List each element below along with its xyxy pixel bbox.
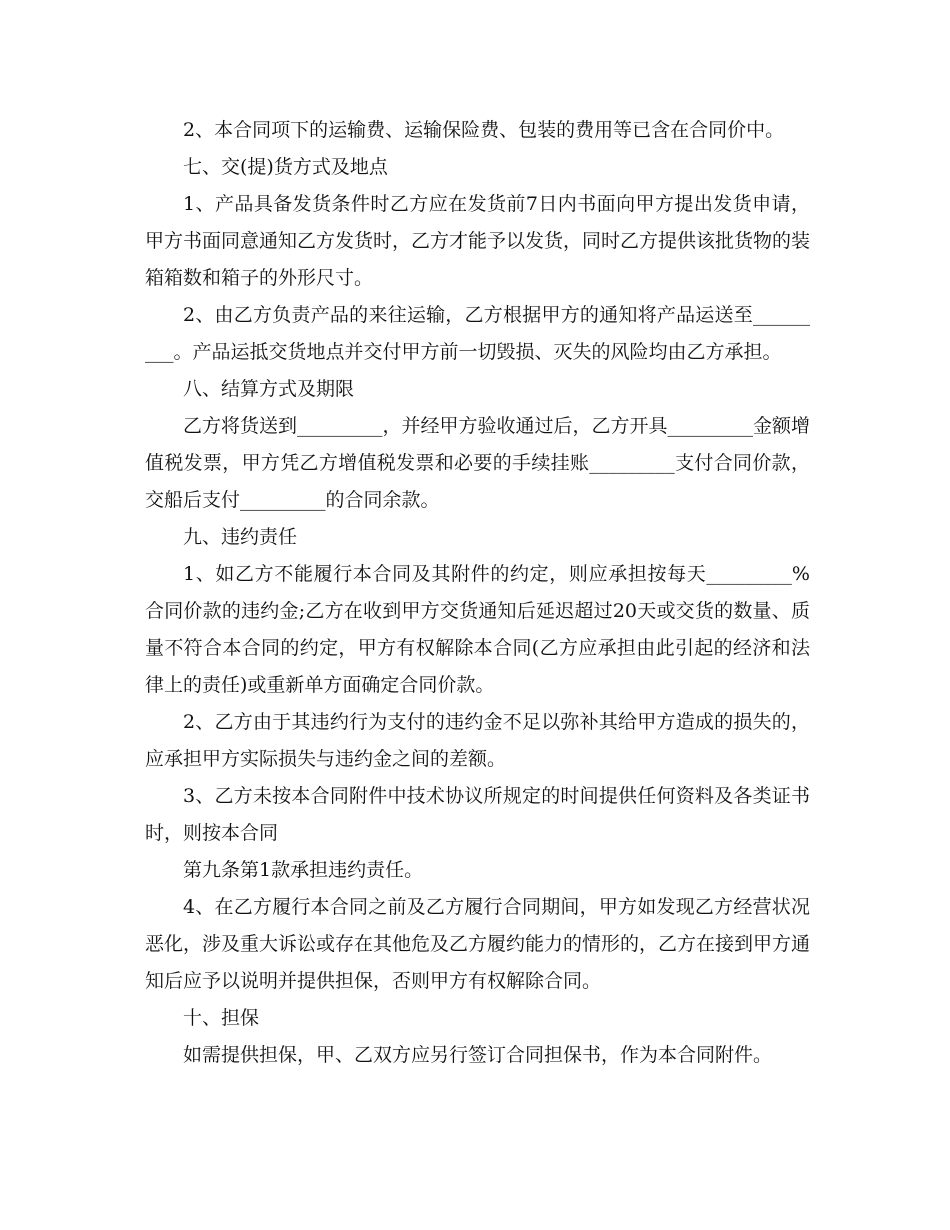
section-heading-settlement: 八、结算方式及期限 — [183, 378, 355, 400]
section-heading-liability: 九、违约责任 — [183, 526, 298, 548]
paragraph-liability-4: 4、在乙方履行本合同之前及乙方履行合同期间，甲方如发现乙方经营状况恶化，涉及重大诉讼或存在其他危及乙方履约能力的情形的，乙方在接到甲方通知后应予以说明并提供担保，否则甲方有权解除合同。 — [145, 896, 811, 992]
paragraph-liability-3: 3、乙方未按本合同附件中技术协议所规定的时间提供任何资料及各类证书时，则按本合同 — [145, 785, 810, 844]
paragraph-delivery-transport: 2、由乙方负责产品的来往运输，乙方根据甲方的通知将产品运送至_________。产品运抵交货地点并交付甲方前一切毁损、灭失的风险均由乙方承担。 — [145, 304, 810, 363]
paragraph-settlement: 乙方将货送到_________，并经甲方验收通过后，乙方开具_________金额增值税发票，甲方凭乙方增值税发票和必要的手续挂账_________支付合同价款，交船后支付_________的合同余款。 — [145, 415, 811, 511]
paragraph-liability-3-cont: 第九条第1款承担违约责任。 — [183, 859, 424, 881]
section-heading-delivery: 七、交(提)货方式及地点 — [183, 156, 388, 178]
section-heading-guarantee: 十、担保 — [183, 1007, 260, 1029]
paragraph-delivery-request: 1、产品具备发货条件时乙方应在发货前7日内书面向甲方提出发货申请，甲方书面同意通知乙方发货时，乙方才能予以发货，同时乙方提供该批货物的装箱箱数和箱子的外形尺寸。 — [145, 193, 811, 289]
paragraph-guarantee: 如需提供担保，甲、乙双方应另行签订合同担保书，作为本合同附件。 — [183, 1044, 773, 1066]
document-body — [145, 112, 810, 1074]
paragraph-liability-1: 1、如乙方不能履行本合同及其附件的约定，则应承担按每天_________%合同价款的违约金;乙方在收到甲方交货通知后延迟超过20天或交货的数量、质量不符合本合同的约定，甲方有权解除本合同(乙方应承担由此引起的经济和法律上的责任)或重新单方面确定合同价款。 — [145, 563, 810, 696]
paragraph-liability-2: 2、乙方由于其违约行为支付的违约金不足以弥补其给甲方造成的损失的，应承担甲方实际损失与违约金之间的差额。 — [145, 711, 810, 770]
paragraph-transport-fees: 2、本合同项下的运输费、运输保险费、包装的费用等已含在合同价中。 — [183, 119, 785, 141]
